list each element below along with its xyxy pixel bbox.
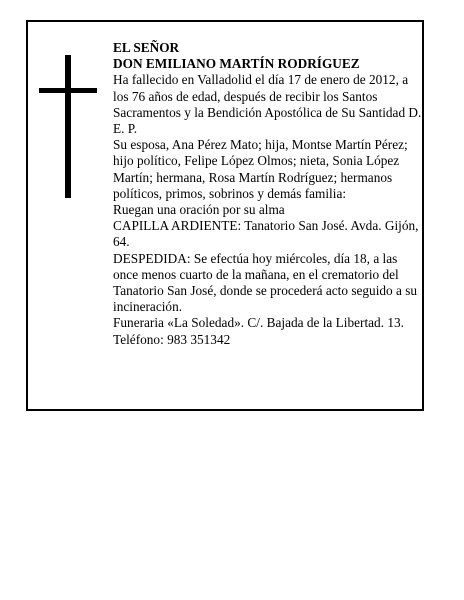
cross-horizontal-bar: [39, 88, 97, 93]
farewell-info: DESPEDIDA: Se efectúa hoy miércoles, día 18, a las once menos cuarto de la mañana, en el crematorio del Tanatorio San José, donde se procederá acto seguido a su incineración.: [113, 250, 418, 315]
prayer-request: Ruegan una oración por su alma: [113, 202, 285, 218]
obituary-notice: [26, 20, 424, 411]
cross-vertical-bar: [65, 55, 71, 198]
funeral-home-info: Funeraria «La Soledad». C/. Bajada de la Libertad. 13. Teléfono: 983 351342: [113, 315, 404, 347]
honorific: EL SEÑOR: [113, 40, 180, 55]
chapel-info: CAPILLA ARDIENTE: Tanatorio San José. Avda. Gijón, 64.: [113, 218, 419, 250]
death-announcement: Ha fallecido en Valladolid el día 17 de enero de 2012, a los 76 años de edad, después de recibir los Santos Sacramentos y la Bendición Apostólica de Su Santidad D. E. P.: [113, 72, 422, 137]
cross-icon: [39, 55, 97, 198]
deceased-name: DON EMILIANO MARTÍN RODRÍGUEZ: [113, 56, 360, 72]
notice-text: [113, 40, 423, 348]
family-list: Su esposa, Ana Pérez Mato; hija, Montse Martín Pérez; hijo político, Felipe López Olmos; nieta, Sonia López Martín; hermana, Rosa Martín Rodríguez; hermanos políticos, primos, sobrinos y demás familia:: [113, 137, 408, 201]
